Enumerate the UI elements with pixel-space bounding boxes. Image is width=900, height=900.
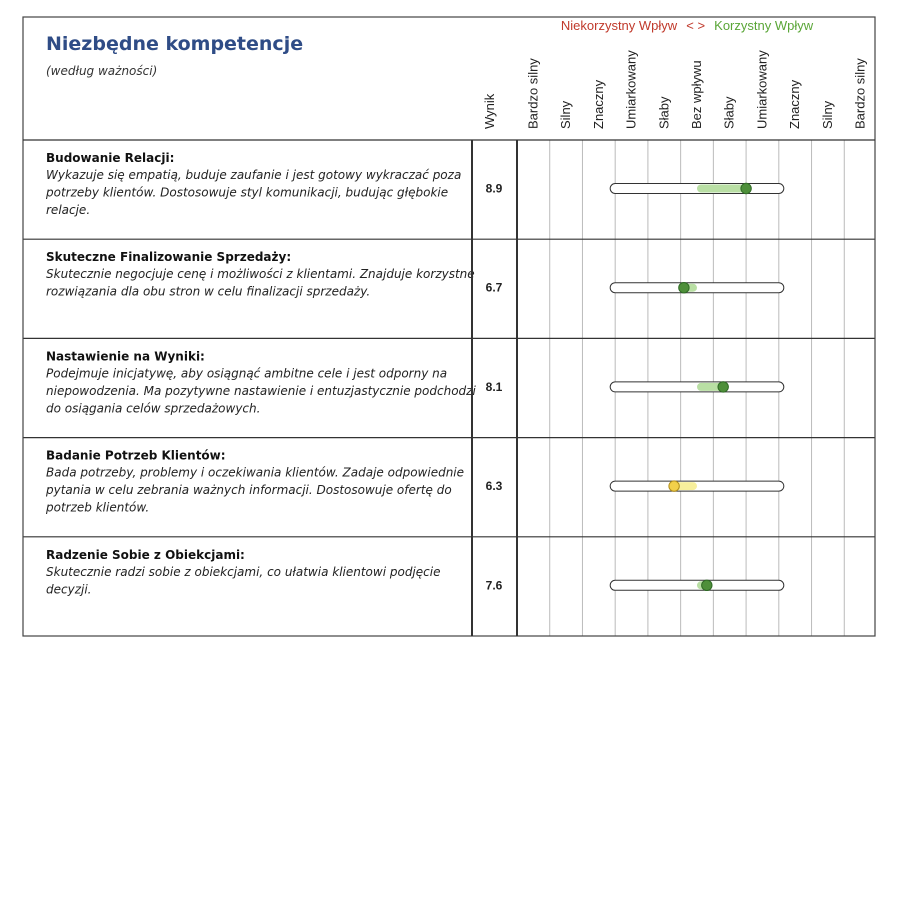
score-marker xyxy=(741,183,751,193)
row-description-line: niepowodzenia. Ma pozytywne nastawienie i entuzjastycznie podchodzi xyxy=(46,383,476,398)
row-description-line: Podejmuje inicjatywę, aby osiągnąć ambitne cele i jest odporny na xyxy=(46,366,448,381)
scale-header: Słaby xyxy=(656,96,672,129)
row-description-line: Bada potrzeby, problemy i oczekiwania klientów. Zadaje odpowiednie xyxy=(46,465,465,480)
row-description-line: Skutecznie radzi sobie z obiekcjami, co ułatwia klientowi podjęcie xyxy=(46,564,441,579)
page-title: Niezbędne kompetencje xyxy=(46,33,304,55)
score-marker xyxy=(669,481,679,491)
impact-legend xyxy=(561,15,814,34)
scale-header: Słaby xyxy=(721,96,737,129)
scale-header: Znaczny xyxy=(787,79,803,129)
row-description-line: potrzeb klientów. xyxy=(46,500,150,515)
legend-negative: Niekorzystny Wpływ xyxy=(560,18,678,33)
row-description-line: Wykazuje się empatią, buduje zaufanie i jest gotowy wykraczać poza xyxy=(46,168,462,182)
legend-positive: Korzystny Wpływ xyxy=(714,18,814,33)
row-description-line: pytania w celu zebrania ważnych informacji. Dostosowuje ofertę do xyxy=(46,483,452,498)
row-score: 8.1 xyxy=(485,379,503,394)
row-title: Budowanie Relacji: xyxy=(46,151,175,165)
row-title: Badanie Potrzeb Klientów: xyxy=(46,448,226,463)
legend-separator: < > xyxy=(686,18,706,33)
scale-header: Umiarkowany xyxy=(623,50,639,129)
row-score: 7.6 xyxy=(485,578,503,593)
page-subtitle: (według ważności) xyxy=(46,64,158,78)
row-title: Skuteczne Finalizowanie Sprzedaży: xyxy=(46,250,292,265)
score-marker xyxy=(718,382,728,392)
score-column-header: Wynik xyxy=(482,93,497,129)
scale-header: Bez wpływu xyxy=(689,60,704,129)
row-description-line: do osiągania celów sprzedażowych. xyxy=(46,401,261,416)
scale-header: Umiarkowany xyxy=(754,50,770,129)
score-marker xyxy=(702,580,712,590)
scale-header: Bardzo silny xyxy=(852,58,868,129)
value-band xyxy=(697,185,746,193)
row-title: Nastawienie na Wyniki: xyxy=(46,349,205,364)
row-score: 6.3 xyxy=(485,479,503,494)
row-description-line: relacje. xyxy=(46,203,91,217)
scale-header: Bardzo silny xyxy=(525,58,541,129)
row-description-line: rozwiązania dla obu stron w celu finalizacji sprzedaży. xyxy=(46,284,371,299)
row-description-line: Skutecznie negocjuje cenę i możliwości z klientami. Znajduje korzystne xyxy=(46,267,475,282)
row-score: 8.9 xyxy=(485,181,503,196)
row-score: 6.7 xyxy=(485,280,503,295)
row-title: Radzenie Sobie z Obiekcjami: xyxy=(46,547,245,562)
row-description-line: decyzji. xyxy=(46,582,92,597)
scale-header: Znaczny xyxy=(590,79,606,129)
row-description-line: potrzeby klientów. Dostosowuje styl komunikacji, budując głębokie xyxy=(46,185,449,200)
score-marker xyxy=(679,283,689,293)
scale-header: Silny xyxy=(558,100,574,129)
scale-header: Silny xyxy=(819,100,835,129)
range-bar xyxy=(610,481,784,491)
